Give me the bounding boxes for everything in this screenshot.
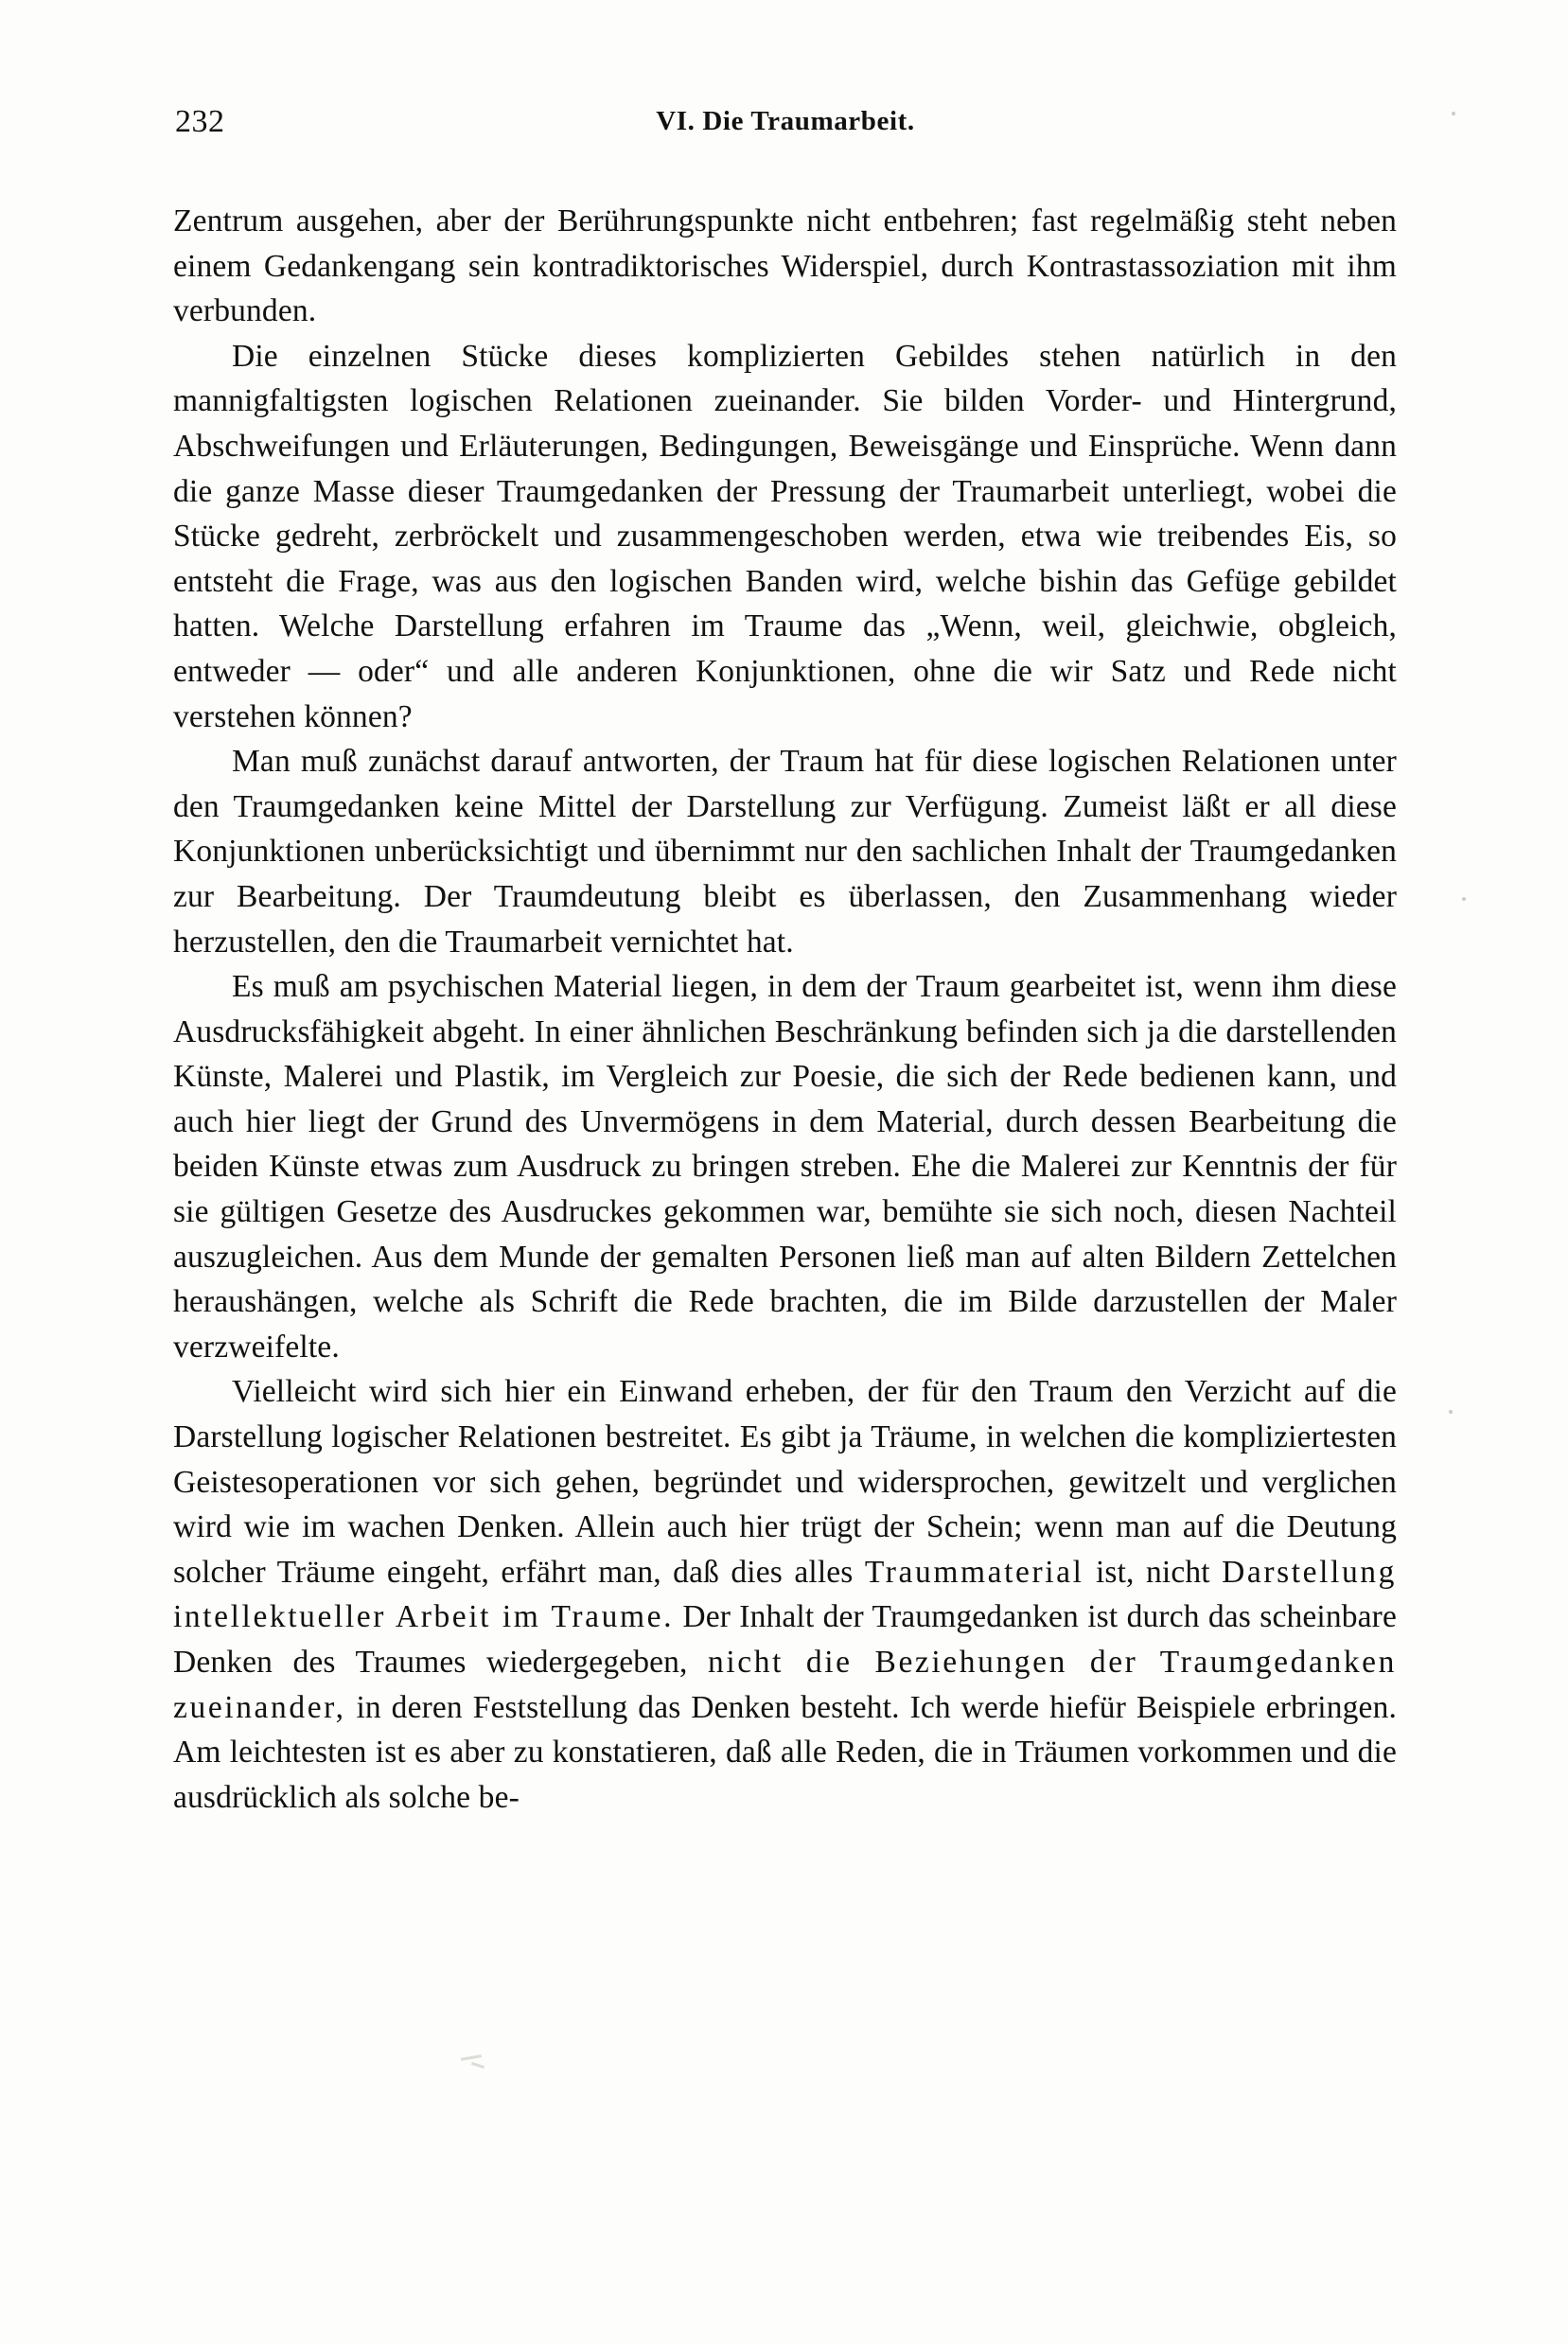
paragraph: Zentrum ausgehen, aber der Berührungspunkte nicht entbehren; fast regelmäßig steht neben einem Gedankengang sein kontradiktorisches Widerspiel, durch Kontrastassoziation mit ihm verbunden. (173, 203, 1397, 329)
body-text (173, 199, 1397, 1820)
page-header (175, 104, 1396, 144)
paragraph: Es muß am psychischen Material liegen, in dem der Traum gearbeitet ist, wenn ihm diese Ausdrucksfähigkeit abgeht. In einer ähnlichen Beschränkung befinden sich ja die darstellenden Künste, Malerei und Plastik, im Vergleich zur Poesie, die sich der Rede bedienen kann, und auch hier liegt der Grund des Unvermögens in dem Material, durch dessen Bearbeitung die beiden Künste etwas zum Ausdruck zu bringen streben. Ehe die Malerei zur Kenntnis der für sie gültigen Gesetze des Ausdruckes gekommen war, bemühte sie sich noch, diesen Nachteil auszugleichen. Aus dem Munde der gemalten Personen ließ man auf alten Bildern Zettelchen heraushängen, welche als Schrift die Rede brachten, die im Bilde darzustellen der Maler verzweifelte. (173, 969, 1397, 1365)
text-run-letterspaced: Traummaterial (864, 1554, 1084, 1590)
text-run: ist, nicht (1084, 1554, 1223, 1590)
text-run: Vielleicht wird sich hier ein Einwand erheben, der für den Traum den Verzicht auf die Darstellung logischer Relationen bestreitet. Es gibt ja Träume, in welchen die kompliziertesten Geistesoperationen vor sich gehen, begründet und widersprochen, gewitzelt und verglichen wird wie im wachen Denken. Allein auch hier trügt der Schein; wenn man auf die Deutung solcher Träume eingeht, erfährt man, daß dies alles (173, 1374, 1397, 1590)
text-run-letterspaced: Darstellung intellektueller Arbeit im Traume. (173, 1554, 1397, 1635)
paragraph: Die einzelnen Stücke dieses komplizierten Gebildes stehen natürlich in den mannigfaltigsten logischen Relationen zueinander. Sie bilden Vorder- und Hintergrund, Abschweifungen und Erläuterungen, Bedingungen, Beweisgänge und Einsprüche. Wenn dann die ganze Masse dieser Traumgedanken der Pressung der Traumarbeit unterliegt, wobei die Stücke gedreht, zerbröckelt und zusammengeschoben werden, etwa wie treibendes Eis, so entsteht die Frage, was aus den logischen Banden wird, welche bishin das Gefüge gebildet hatten. Welche Darstellung erfahren im Traume das „Wenn, weil, gleichwie, obgleich, entweder — oder“ und alle anderen Konjunktionen, ohne die wir Satz und Rede nicht verstehen können? (173, 338, 1397, 734)
scan-speck (1452, 112, 1455, 115)
text-run: in deren Feststellung das Denken besteht. Ich werde hiefür Beispiele erbringen. Am leichtesten ist es aber zu konstatieren, daß alle Reden, die in Träumen vorkommen und die ausdrücklich als solche be- (173, 1689, 1397, 1815)
running-title: VI. Die Traumarbeit. (656, 106, 915, 136)
text-run-letterspaced: nicht die Beziehungen der Traumgedanken zueinander, (173, 1645, 1397, 1725)
scan-mark (471, 2062, 484, 2069)
scan-speck (1462, 897, 1466, 901)
scan-speck (1449, 1410, 1453, 1414)
page-number: 232 (175, 104, 225, 139)
paragraph: Man muß zunächst darauf antworten, der Traum hat für diese logischen Relationen unter den Traumgedanken keine Mittel der Darstellung zur Verfügung. Zumeist läßt er all diese Konjunktionen unberücksichtigt und übernimmt nur den sachlichen Inhalt der Traumgedanken zur Bearbeitung. Der Traumdeutung bleibt es überlassen, den Zusammenhang wieder herzustellen, den die Traumarbeit vernichtet hat. (173, 744, 1397, 960)
paragraph-emphasized (173, 1369, 1397, 1820)
text-run: Der Inhalt der Traumgedanken ist durch das scheinbare Denken des Traumes wiedergegeben, (173, 1599, 1397, 1680)
scan-mark (461, 2054, 482, 2061)
